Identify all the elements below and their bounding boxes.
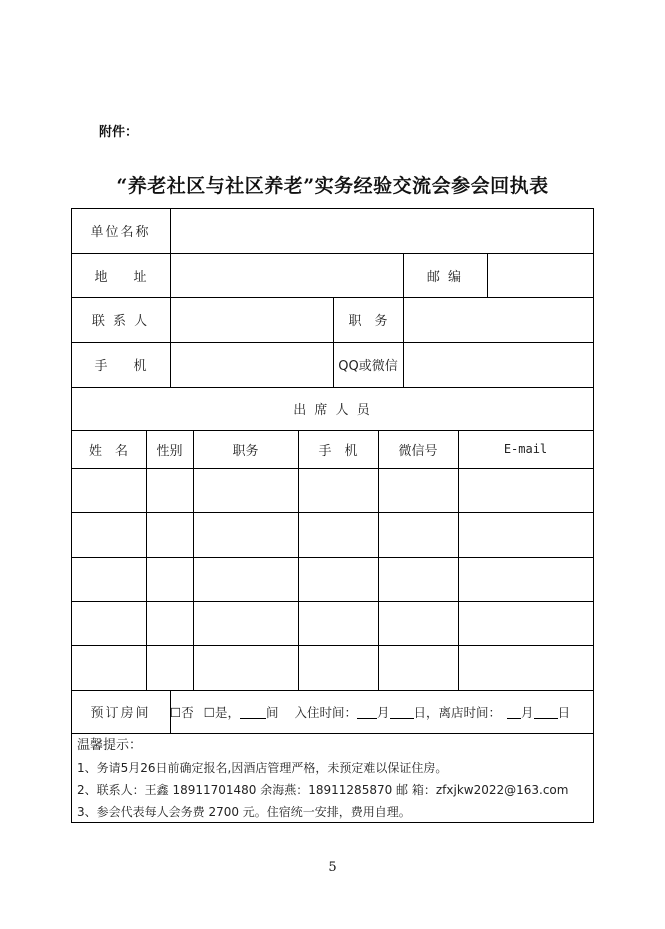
checkout-month-blank[interactable] <box>507 704 521 719</box>
attendee-name-field[interactable] <box>72 513 146 557</box>
mobile-label: 手 机 <box>94 359 147 374</box>
attendee-email-field[interactable] <box>459 646 593 690</box>
attendee-gender-field[interactable] <box>147 513 193 557</box>
option-yes-label: 是， <box>214 704 240 720</box>
attendee-name-field[interactable] <box>72 602 146 645</box>
column-header-name: 姓 名 <box>88 443 128 459</box>
column-header-email: E-mail <box>503 442 548 456</box>
attendee-wechat-field[interactable] <box>379 602 458 645</box>
attendee-position-field[interactable] <box>194 469 298 512</box>
checkbox-icon: ☐ <box>170 704 182 720</box>
attendee-name-field[interactable] <box>72 558 146 601</box>
page-number: 5 <box>328 860 337 875</box>
attendee-position-field[interactable] <box>194 646 298 690</box>
row-divider <box>71 733 594 734</box>
postcode-label: 邮 编 <box>426 269 464 285</box>
note-item: 2、联系人：王鑫 18911701480 余海燕：18911285870 邮 箱：zfxjkw2022@163.com <box>77 783 569 797</box>
contact-person-label: 联 系 人 <box>91 314 150 329</box>
booking-yes-checkbox[interactable] <box>204 703 240 721</box>
attendee-wechat-field[interactable] <box>379 558 458 601</box>
attachment-label: 附件： <box>99 125 139 140</box>
postcode-field[interactable] <box>488 254 593 297</box>
attendee-position-field[interactable] <box>194 513 298 557</box>
attendee-gender-field[interactable] <box>147 469 193 512</box>
booking-no-checkbox[interactable] <box>170 703 194 721</box>
position-label: 职 务 <box>348 314 388 329</box>
contact-person-field[interactable] <box>171 298 333 342</box>
attendee-gender-field[interactable] <box>147 646 193 690</box>
checkout-day-blank[interactable] <box>534 704 558 719</box>
attendee-position-field[interactable] <box>194 558 298 601</box>
unit-name-label: 单位名称 <box>90 225 151 240</box>
attendee-position-field[interactable] <box>194 602 298 645</box>
day-label: 日， <box>413 704 439 720</box>
note-item: 3、参会代表每人会务费 2700 元。住宿统一安排，费用自理。 <box>77 805 411 819</box>
attendee-mobile-field[interactable] <box>299 602 378 645</box>
rooms-unit-label: 间 <box>265 704 279 720</box>
checkin-day-blank[interactable] <box>390 704 414 719</box>
month-label: 月 <box>521 704 534 720</box>
qq-wechat-field[interactable] <box>404 343 593 387</box>
attendee-wechat-field[interactable] <box>379 513 458 557</box>
address-label: 地 址 <box>94 269 147 285</box>
form-title: “养老社区与社区养老”实务经验交流会参会回执表 <box>116 175 549 197</box>
attendee-email-field[interactable] <box>459 602 593 645</box>
attendee-wechat-field[interactable] <box>379 646 458 690</box>
option-no-label: 否 <box>181 704 194 720</box>
attendee-email-field[interactable] <box>459 513 593 557</box>
day-label: 日 <box>557 704 571 720</box>
address-field[interactable] <box>171 254 403 297</box>
checkin-label: 入住时间： <box>294 704 357 720</box>
unit-name-field[interactable] <box>171 209 593 253</box>
attendee-name-field[interactable] <box>72 469 146 512</box>
attendee-gender-field[interactable] <box>147 558 193 601</box>
attendee-wechat-field[interactable] <box>379 469 458 512</box>
checkbox-icon: ☐ <box>203 704 215 720</box>
qq-wechat-label: QQ或微信 <box>338 359 398 374</box>
room-booking-options <box>170 690 593 733</box>
position-field[interactable] <box>404 298 593 342</box>
attendee-email-field[interactable] <box>459 469 593 512</box>
column-header-gender: 性别 <box>156 443 183 459</box>
attendee-mobile-field[interactable] <box>299 513 378 557</box>
column-header-position: 职务 <box>232 443 259 459</box>
attendees-section-title: 出 席 人 员 <box>293 403 372 418</box>
room-count-blank[interactable] <box>240 704 266 719</box>
attendee-gender-field[interactable] <box>147 602 193 645</box>
checkout-label: 离店时间： <box>438 704 502 720</box>
attendee-mobile-field[interactable] <box>299 469 378 512</box>
attendee-mobile-field[interactable] <box>299 646 378 690</box>
column-header-mobile: 手 机 <box>318 443 358 459</box>
mobile-field[interactable] <box>171 343 333 387</box>
attendee-email-field[interactable] <box>459 558 593 601</box>
month-label: 月 <box>377 704 390 720</box>
notes-heading: 温馨提示： <box>77 738 143 753</box>
note-item: 1、务请5月26日前确定报名,因酒店管理严格，未预定难以保证住房。 <box>77 761 448 775</box>
notes-section <box>77 735 587 823</box>
attendee-name-field[interactable] <box>72 646 146 690</box>
checkin-month-blank[interactable] <box>357 704 377 719</box>
attendee-mobile-field[interactable] <box>299 558 378 601</box>
room-booking-label: 预订房间 <box>90 706 151 721</box>
column-header-wechat: 微信号 <box>398 443 438 459</box>
